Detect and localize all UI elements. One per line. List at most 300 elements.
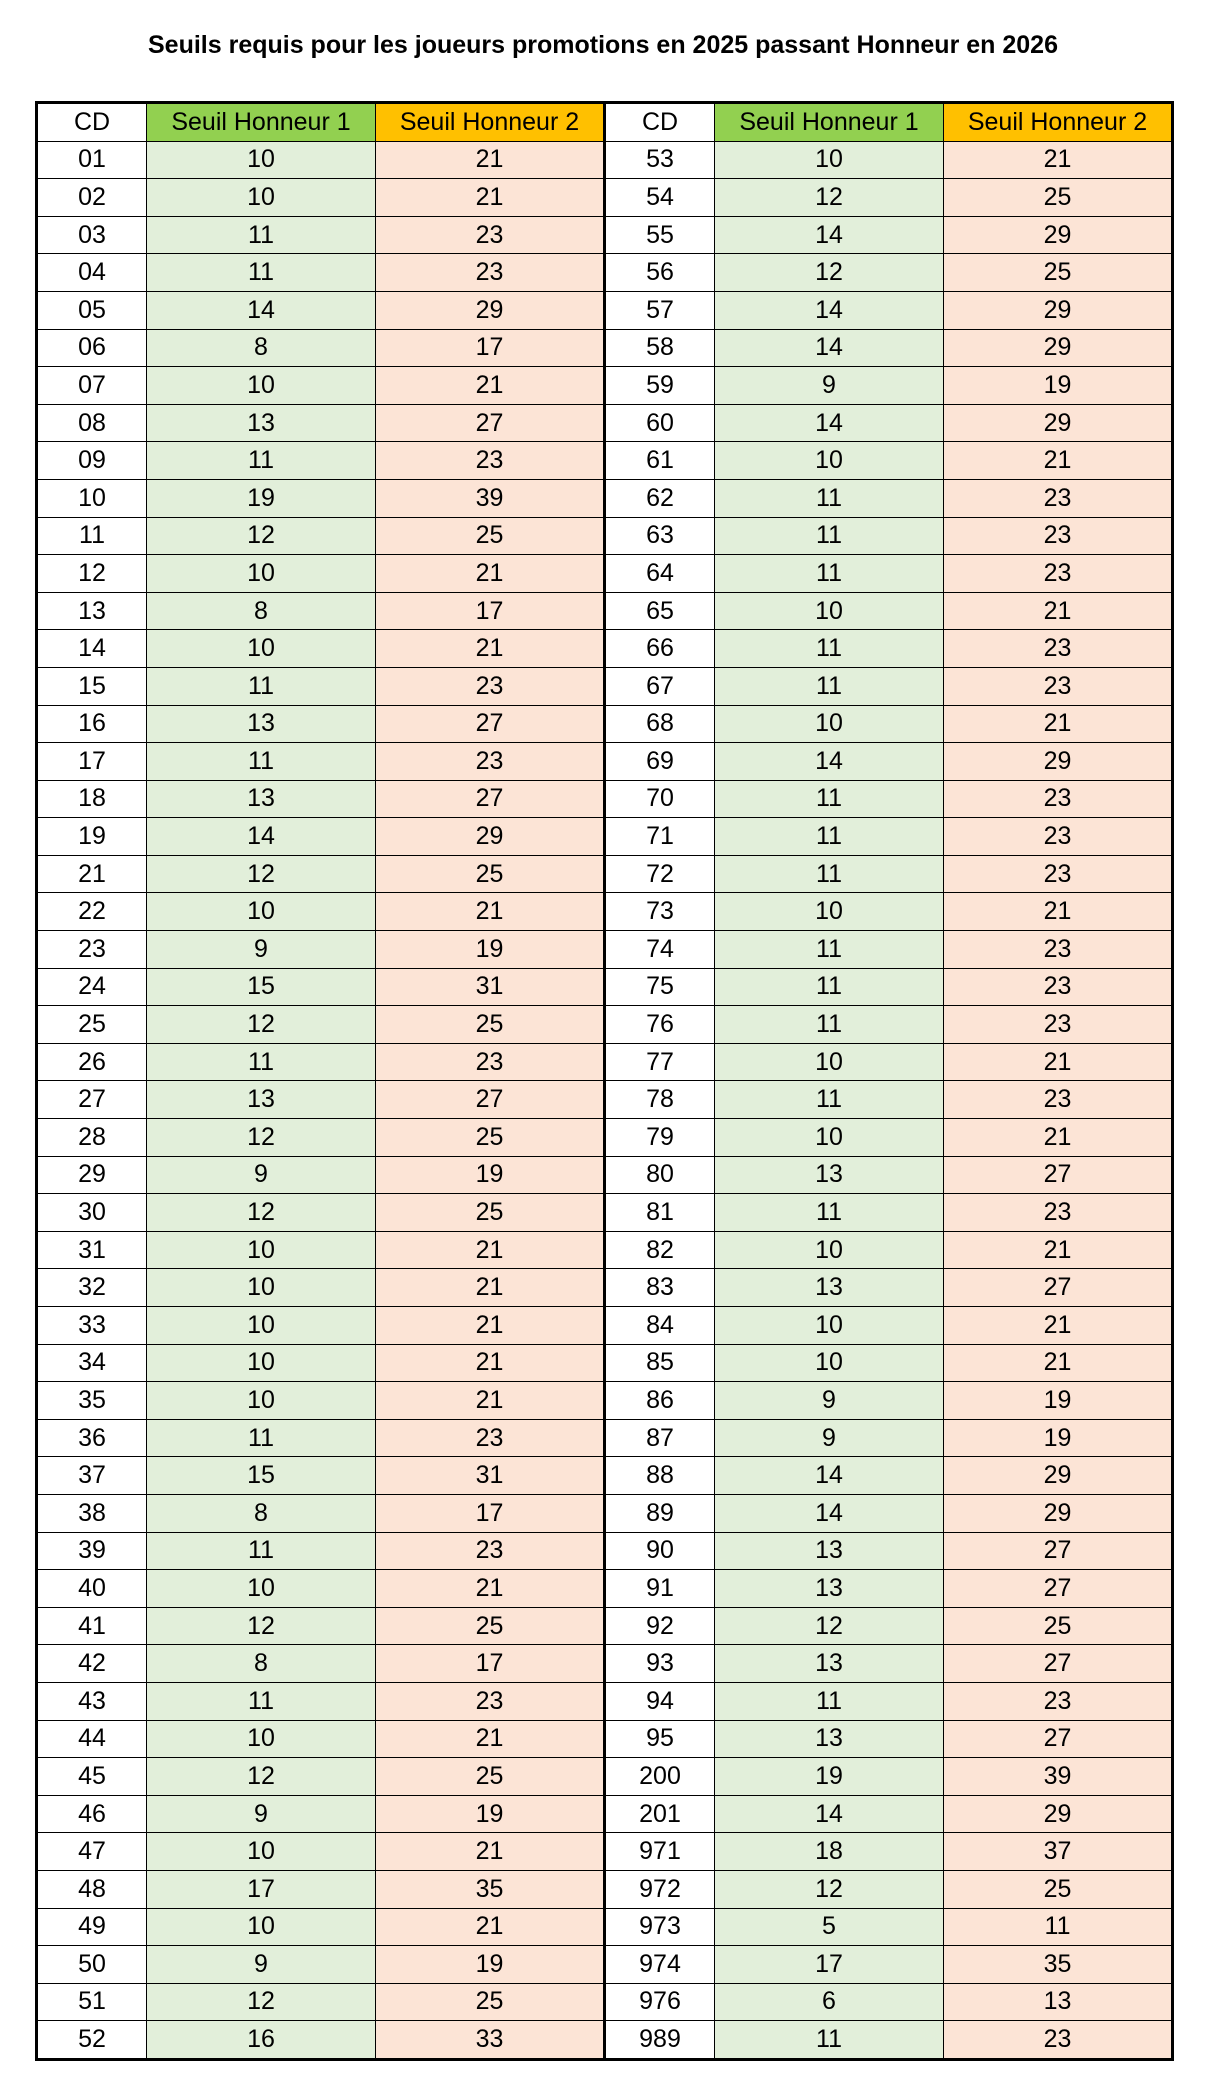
cell-seuil-honneur-2-right: 29 (944, 1795, 1173, 1833)
cell-cd-left: 02 (37, 179, 147, 217)
table-row (37, 1870, 1173, 1908)
cell-seuil-honneur-1-right: 10 (715, 442, 944, 480)
cell-seuil-honneur-1-right: 9 (715, 1419, 944, 1457)
cell-seuil-honneur-2-right: 21 (944, 141, 1173, 179)
cell-cd-left: 04 (37, 254, 147, 292)
cell-seuil-honneur-1-left: 11 (147, 1532, 376, 1570)
cell-seuil-honneur-1-left: 10 (147, 893, 376, 931)
cell-seuil-honneur-1-right: 12 (715, 179, 944, 217)
table-row (37, 1419, 1173, 1457)
cell-seuil-honneur-2-left: 25 (376, 1983, 605, 2021)
cell-seuil-honneur-1-left: 8 (147, 1494, 376, 1532)
cell-seuil-honneur-1-right: 6 (715, 1983, 944, 2021)
cell-seuil-honneur-2-left: 23 (376, 667, 605, 705)
table-row (37, 1043, 1173, 1081)
cell-seuil-honneur-2-left: 27 (376, 780, 605, 818)
cell-seuil-honneur-2-right: 27 (944, 1532, 1173, 1570)
table-row (37, 1457, 1173, 1495)
cell-cd-right: 70 (605, 780, 715, 818)
cell-seuil-honneur-1-left: 13 (147, 705, 376, 743)
table-row (37, 1908, 1173, 1946)
cell-cd-left: 12 (37, 555, 147, 593)
cell-cd-right: 73 (605, 893, 715, 931)
cell-cd-right: 54 (605, 179, 715, 217)
cell-seuil-honneur-1-right: 12 (715, 254, 944, 292)
cell-seuil-honneur-1-right: 19 (715, 1758, 944, 1796)
cell-seuil-honneur-2-left: 27 (376, 1081, 605, 1119)
cell-cd-left: 14 (37, 630, 147, 668)
cell-seuil-honneur-1-left: 9 (147, 1156, 376, 1194)
table-row (37, 743, 1173, 781)
table-row (37, 179, 1173, 217)
cell-seuil-honneur-2-left: 21 (376, 1570, 605, 1608)
cell-seuil-honneur-2-left: 19 (376, 1946, 605, 1984)
cell-seuil-honneur-2-right: 25 (944, 1607, 1173, 1645)
cell-seuil-honneur-1-right: 11 (715, 555, 944, 593)
table-row (37, 1194, 1173, 1232)
cell-seuil-honneur-2-left: 27 (376, 404, 605, 442)
cell-cd-left: 07 (37, 367, 147, 405)
cell-seuil-honneur-2-right: 21 (944, 1231, 1173, 1269)
cell-cd-left: 46 (37, 1795, 147, 1833)
cell-cd-left: 24 (37, 968, 147, 1006)
table-row (37, 968, 1173, 1006)
cell-seuil-honneur-2-right: 23 (944, 479, 1173, 517)
cell-seuil-honneur-1-right: 10 (715, 1231, 944, 1269)
cell-seuil-honneur-2-left: 23 (376, 1682, 605, 1720)
cell-cd-right: 971 (605, 1833, 715, 1871)
cell-seuil-honneur-2-left: 17 (376, 592, 605, 630)
table-row (37, 555, 1173, 593)
cell-seuil-honneur-2-left: 19 (376, 1156, 605, 1194)
cell-seuil-honneur-1-left: 16 (147, 2021, 376, 2060)
table-row (37, 855, 1173, 893)
cell-cd-right: 58 (605, 329, 715, 367)
cell-seuil-honneur-2-right: 27 (944, 1645, 1173, 1683)
cell-cd-right: 60 (605, 404, 715, 442)
cell-seuil-honneur-2-right: 21 (944, 1344, 1173, 1382)
cell-cd-right: 973 (605, 1908, 715, 1946)
cell-seuil-honneur-1-left: 13 (147, 1081, 376, 1119)
cell-cd-left: 15 (37, 667, 147, 705)
cell-cd-left: 49 (37, 1908, 147, 1946)
cell-seuil-honneur-1-right: 11 (715, 818, 944, 856)
cell-seuil-honneur-2-right: 25 (944, 1870, 1173, 1908)
cell-seuil-honneur-1-left: 8 (147, 592, 376, 630)
cell-seuil-honneur-1-left: 11 (147, 1682, 376, 1720)
cell-seuil-honneur-1-left: 12 (147, 855, 376, 893)
table-row (37, 367, 1173, 405)
cell-seuil-honneur-2-left: 17 (376, 1494, 605, 1532)
table-row (37, 329, 1173, 367)
cell-seuil-honneur-1-right: 11 (715, 931, 944, 969)
cell-seuil-honneur-2-left: 25 (376, 1194, 605, 1232)
cell-seuil-honneur-2-left: 21 (376, 1231, 605, 1269)
cell-seuil-honneur-2-right: 23 (944, 667, 1173, 705)
cell-cd-left: 51 (37, 1983, 147, 2021)
cell-seuil-honneur-1-right: 11 (715, 667, 944, 705)
cell-seuil-honneur-1-left: 10 (147, 1833, 376, 1871)
cell-seuil-honneur-1-right: 10 (715, 893, 944, 931)
cell-seuil-honneur-2-right: 29 (944, 329, 1173, 367)
cell-cd-right: 83 (605, 1269, 715, 1307)
cell-seuil-honneur-2-left: 29 (376, 291, 605, 329)
cell-seuil-honneur-1-right: 14 (715, 1795, 944, 1833)
cell-cd-left: 27 (37, 1081, 147, 1119)
cell-cd-right: 78 (605, 1081, 715, 1119)
cell-seuil-honneur-1-left: 15 (147, 968, 376, 1006)
cell-seuil-honneur-1-left: 9 (147, 1795, 376, 1833)
cell-cd-right: 76 (605, 1006, 715, 1044)
table-row (37, 1983, 1173, 2021)
cell-seuil-honneur-1-right: 11 (715, 479, 944, 517)
cell-seuil-honneur-2-right: 25 (944, 254, 1173, 292)
cell-seuil-honneur-2-right: 23 (944, 1682, 1173, 1720)
cell-seuil-honneur-1-right: 13 (715, 1156, 944, 1194)
cell-cd-left: 13 (37, 592, 147, 630)
table-row (37, 442, 1173, 480)
cell-seuil-honneur-2-right: 19 (944, 1419, 1173, 1457)
cell-cd-left: 32 (37, 1269, 147, 1307)
table-row (37, 1382, 1173, 1420)
cell-seuil-honneur-1-right: 9 (715, 367, 944, 405)
cell-seuil-honneur-1-left: 15 (147, 1457, 376, 1495)
cell-seuil-honneur-2-right: 21 (944, 893, 1173, 931)
cell-seuil-honneur-2-left: 23 (376, 442, 605, 480)
cell-seuil-honneur-1-right: 11 (715, 1194, 944, 1232)
cell-seuil-honneur-2-left: 23 (376, 1043, 605, 1081)
cell-seuil-honneur-1-right: 13 (715, 1645, 944, 1683)
cell-seuil-honneur-1-left: 9 (147, 931, 376, 969)
cell-seuil-honneur-1-left: 11 (147, 442, 376, 480)
cell-seuil-honneur-1-left: 11 (147, 1043, 376, 1081)
cell-cd-left: 21 (37, 855, 147, 893)
cell-seuil-honneur-2-right: 13 (944, 1983, 1173, 2021)
cell-seuil-honneur-1-left: 10 (147, 367, 376, 405)
table-row (37, 1570, 1173, 1608)
cell-cd-left: 45 (37, 1758, 147, 1796)
cell-cd-right: 88 (605, 1457, 715, 1495)
cell-seuil-honneur-2-left: 21 (376, 1720, 605, 1758)
cell-cd-left: 39 (37, 1532, 147, 1570)
table-row (37, 592, 1173, 630)
cell-seuil-honneur-2-right: 23 (944, 968, 1173, 1006)
cell-cd-left: 37 (37, 1457, 147, 1495)
cell-cd-right: 85 (605, 1344, 715, 1382)
table-row (37, 705, 1173, 743)
cell-seuil-honneur-2-right: 29 (944, 743, 1173, 781)
cell-cd-right: 89 (605, 1494, 715, 1532)
cell-seuil-honneur-1-left: 10 (147, 141, 376, 179)
cell-cd-left: 23 (37, 931, 147, 969)
cell-seuil-honneur-1-left: 19 (147, 479, 376, 517)
cell-seuil-honneur-2-right: 25 (944, 179, 1173, 217)
cell-seuil-honneur-1-right: 10 (715, 1119, 944, 1157)
table-row (37, 1269, 1173, 1307)
cell-seuil-honneur-2-left: 21 (376, 1344, 605, 1382)
cell-seuil-honneur-1-right: 12 (715, 1870, 944, 1908)
cell-seuil-honneur-2-right: 23 (944, 818, 1173, 856)
cell-seuil-honneur-2-right: 29 (944, 216, 1173, 254)
cell-seuil-honneur-1-left: 10 (147, 1908, 376, 1946)
cell-cd-left: 31 (37, 1231, 147, 1269)
table-row (37, 1081, 1173, 1119)
table-row (37, 1006, 1173, 1044)
cell-cd-left: 10 (37, 479, 147, 517)
cell-seuil-honneur-1-right: 14 (715, 404, 944, 442)
cell-cd-right: 200 (605, 1758, 715, 1796)
cell-cd-right: 201 (605, 1795, 715, 1833)
cell-cd-left: 52 (37, 2021, 147, 2060)
cell-seuil-honneur-1-right: 10 (715, 1344, 944, 1382)
cell-cd-left: 25 (37, 1006, 147, 1044)
table-row (37, 1344, 1173, 1382)
cell-cd-left: 08 (37, 404, 147, 442)
cell-seuil-honneur-1-right: 10 (715, 592, 944, 630)
cell-seuil-honneur-2-right: 29 (944, 1457, 1173, 1495)
cell-cd-left: 06 (37, 329, 147, 367)
cell-seuil-honneur-1-right: 17 (715, 1946, 944, 1984)
cell-seuil-honneur-2-left: 25 (376, 1119, 605, 1157)
cell-cd-right: 69 (605, 743, 715, 781)
cell-seuil-honneur-1-left: 11 (147, 216, 376, 254)
table-row (37, 1946, 1173, 1984)
cell-seuil-honneur-1-right: 10 (715, 141, 944, 179)
cell-seuil-honneur-1-right: 10 (715, 705, 944, 743)
cell-seuil-honneur-2-left: 23 (376, 216, 605, 254)
header-seuil-honneur-1-left: Seuil Honneur 1 (147, 103, 376, 142)
cell-seuil-honneur-1-left: 12 (147, 1983, 376, 2021)
cell-cd-right: 95 (605, 1720, 715, 1758)
cell-seuil-honneur-1-left: 12 (147, 1119, 376, 1157)
cell-seuil-honneur-1-left: 10 (147, 1344, 376, 1382)
table-row (37, 1645, 1173, 1683)
cell-cd-right: 53 (605, 141, 715, 179)
cell-seuil-honneur-1-right: 14 (715, 329, 944, 367)
cell-seuil-honneur-1-left: 10 (147, 555, 376, 593)
cell-cd-left: 19 (37, 818, 147, 856)
cell-cd-right: 72 (605, 855, 715, 893)
cell-seuil-honneur-1-left: 11 (147, 1419, 376, 1457)
cell-seuil-honneur-1-right: 10 (715, 1043, 944, 1081)
table-row (37, 1156, 1173, 1194)
table-row (37, 1119, 1173, 1157)
cell-cd-left: 48 (37, 1870, 147, 1908)
cell-cd-left: 40 (37, 1570, 147, 1608)
cell-seuil-honneur-2-right: 21 (944, 592, 1173, 630)
cell-seuil-honneur-2-left: 19 (376, 1795, 605, 1833)
cell-cd-left: 36 (37, 1419, 147, 1457)
cell-cd-right: 989 (605, 2021, 715, 2060)
cell-seuil-honneur-2-left: 35 (376, 1870, 605, 1908)
cell-seuil-honneur-2-left: 21 (376, 179, 605, 217)
header-cd-left: CD (37, 103, 147, 142)
cell-cd-left: 44 (37, 1720, 147, 1758)
cell-cd-left: 42 (37, 1645, 147, 1683)
cell-seuil-honneur-1-right: 11 (715, 630, 944, 668)
cell-seuil-honneur-1-right: 11 (715, 855, 944, 893)
table-row (37, 404, 1173, 442)
cell-seuil-honneur-2-right: 37 (944, 1833, 1173, 1871)
cell-seuil-honneur-1-left: 12 (147, 1006, 376, 1044)
cell-cd-left: 26 (37, 1043, 147, 1081)
cell-cd-left: 30 (37, 1194, 147, 1232)
cell-cd-right: 56 (605, 254, 715, 292)
cell-seuil-honneur-2-right: 23 (944, 2021, 1173, 2060)
table-body (37, 141, 1173, 2059)
cell-seuil-honneur-1-left: 10 (147, 1269, 376, 1307)
cell-cd-right: 62 (605, 479, 715, 517)
cell-seuil-honneur-2-right: 21 (944, 1307, 1173, 1345)
cell-cd-right: 74 (605, 931, 715, 969)
cell-cd-left: 35 (37, 1382, 147, 1420)
cell-cd-right: 79 (605, 1119, 715, 1157)
table-row (37, 1307, 1173, 1345)
cell-seuil-honneur-2-left: 21 (376, 141, 605, 179)
cell-seuil-honneur-2-left: 25 (376, 1758, 605, 1796)
cell-seuil-honneur-2-left: 33 (376, 2021, 605, 2060)
table-row (37, 1231, 1173, 1269)
cell-seuil-honneur-2-right: 19 (944, 1382, 1173, 1420)
cell-seuil-honneur-1-left: 11 (147, 254, 376, 292)
cell-seuil-honneur-2-left: 21 (376, 1908, 605, 1946)
cell-seuil-honneur-2-right: 23 (944, 931, 1173, 969)
cell-seuil-honneur-2-right: 29 (944, 404, 1173, 442)
cell-seuil-honneur-1-right: 12 (715, 1607, 944, 1645)
cell-cd-left: 43 (37, 1682, 147, 1720)
cell-seuil-honneur-2-right: 23 (944, 855, 1173, 893)
cell-cd-right: 86 (605, 1382, 715, 1420)
table-row (37, 818, 1173, 856)
cell-seuil-honneur-2-left: 23 (376, 254, 605, 292)
cell-seuil-honneur-1-right: 14 (715, 216, 944, 254)
header-seuil-honneur-2-right: Seuil Honneur 2 (944, 103, 1173, 142)
cell-seuil-honneur-2-right: 23 (944, 1006, 1173, 1044)
cell-seuil-honneur-2-right: 23 (944, 780, 1173, 818)
cell-cd-right: 81 (605, 1194, 715, 1232)
cell-cd-right: 57 (605, 291, 715, 329)
cell-seuil-honneur-1-right: 11 (715, 1081, 944, 1119)
cell-cd-right: 67 (605, 667, 715, 705)
cell-seuil-honneur-1-right: 11 (715, 780, 944, 818)
cell-seuil-honneur-1-right: 13 (715, 1269, 944, 1307)
cell-seuil-honneur-1-right: 5 (715, 1908, 944, 1946)
table-row (37, 1494, 1173, 1532)
table-row (37, 1532, 1173, 1570)
table-row (37, 517, 1173, 555)
cell-cd-left: 38 (37, 1494, 147, 1532)
cell-seuil-honneur-1-right: 14 (715, 743, 944, 781)
table-row (37, 667, 1173, 705)
cell-seuil-honneur-2-right: 21 (944, 1043, 1173, 1081)
cell-cd-right: 976 (605, 1983, 715, 2021)
table-row (37, 2021, 1173, 2060)
cell-seuil-honneur-1-left: 13 (147, 404, 376, 442)
cell-cd-right: 63 (605, 517, 715, 555)
cell-seuil-honneur-1-right: 13 (715, 1570, 944, 1608)
cell-seuil-honneur-1-left: 11 (147, 667, 376, 705)
table-row (37, 1833, 1173, 1871)
table-row (37, 1795, 1173, 1833)
cell-cd-right: 55 (605, 216, 715, 254)
cell-seuil-honneur-2-left: 31 (376, 968, 605, 1006)
cell-cd-left: 33 (37, 1307, 147, 1345)
cell-seuil-honneur-2-right: 23 (944, 555, 1173, 593)
cell-seuil-honneur-2-left: 21 (376, 1269, 605, 1307)
cell-cd-right: 68 (605, 705, 715, 743)
cell-seuil-honneur-1-right: 11 (715, 1682, 944, 1720)
table-row (37, 291, 1173, 329)
cell-cd-left: 29 (37, 1156, 147, 1194)
table-row (37, 1758, 1173, 1796)
cell-cd-right: 87 (605, 1419, 715, 1457)
cell-seuil-honneur-2-left: 27 (376, 705, 605, 743)
cell-cd-right: 93 (605, 1645, 715, 1683)
cell-seuil-honneur-2-right: 23 (944, 1081, 1173, 1119)
cell-seuil-honneur-2-right: 27 (944, 1156, 1173, 1194)
cell-seuil-honneur-2-right: 35 (944, 1946, 1173, 1984)
cell-seuil-honneur-2-right: 23 (944, 517, 1173, 555)
cell-seuil-honneur-2-left: 25 (376, 855, 605, 893)
cell-seuil-honneur-1-left: 10 (147, 1382, 376, 1420)
cell-cd-left: 50 (37, 1946, 147, 1984)
cell-seuil-honneur-2-left: 21 (376, 555, 605, 593)
cell-cd-left: 03 (37, 216, 147, 254)
cell-seuil-honneur-1-left: 9 (147, 1946, 376, 1984)
cell-cd-right: 94 (605, 1682, 715, 1720)
cell-seuil-honneur-1-left: 12 (147, 1607, 376, 1645)
cell-seuil-honneur-2-right: 29 (944, 291, 1173, 329)
cell-seuil-honneur-1-right: 11 (715, 1006, 944, 1044)
cell-seuil-honneur-1-left: 10 (147, 179, 376, 217)
cell-seuil-honneur-2-right: 21 (944, 1119, 1173, 1157)
cell-seuil-honneur-1-left: 12 (147, 1194, 376, 1232)
table-row (37, 931, 1173, 969)
table-row (37, 780, 1173, 818)
cell-seuil-honneur-2-right: 23 (944, 1194, 1173, 1232)
cell-cd-right: 92 (605, 1607, 715, 1645)
cell-cd-right: 61 (605, 442, 715, 480)
table-row (37, 141, 1173, 179)
cell-seuil-honneur-1-right: 10 (715, 1307, 944, 1345)
cell-cd-left: 11 (37, 517, 147, 555)
cell-cd-left: 01 (37, 141, 147, 179)
table-row (37, 254, 1173, 292)
cell-seuil-honneur-2-left: 21 (376, 893, 605, 931)
cell-seuil-honneur-2-left: 19 (376, 931, 605, 969)
cell-cd-left: 16 (37, 705, 147, 743)
cell-seuil-honneur-2-right: 27 (944, 1570, 1173, 1608)
cell-seuil-honneur-1-right: 18 (715, 1833, 944, 1871)
table-row (37, 630, 1173, 668)
cell-cd-right: 65 (605, 592, 715, 630)
cell-seuil-honneur-2-left: 39 (376, 479, 605, 517)
cell-seuil-honneur-1-right: 14 (715, 1494, 944, 1532)
cell-seuil-honneur-1-right: 13 (715, 1720, 944, 1758)
cell-cd-right: 974 (605, 1946, 715, 1984)
cell-cd-left: 09 (37, 442, 147, 480)
cell-seuil-honneur-2-left: 23 (376, 1419, 605, 1457)
cell-cd-right: 64 (605, 555, 715, 593)
cell-seuil-honneur-1-left: 11 (147, 743, 376, 781)
cell-seuil-honneur-1-right: 14 (715, 291, 944, 329)
cell-seuil-honneur-2-right: 21 (944, 705, 1173, 743)
cell-seuil-honneur-1-right: 13 (715, 1532, 944, 1570)
cell-cd-left: 05 (37, 291, 147, 329)
cell-seuil-honneur-1-left: 8 (147, 1645, 376, 1683)
cell-seuil-honneur-1-left: 14 (147, 818, 376, 856)
cell-cd-right: 80 (605, 1156, 715, 1194)
